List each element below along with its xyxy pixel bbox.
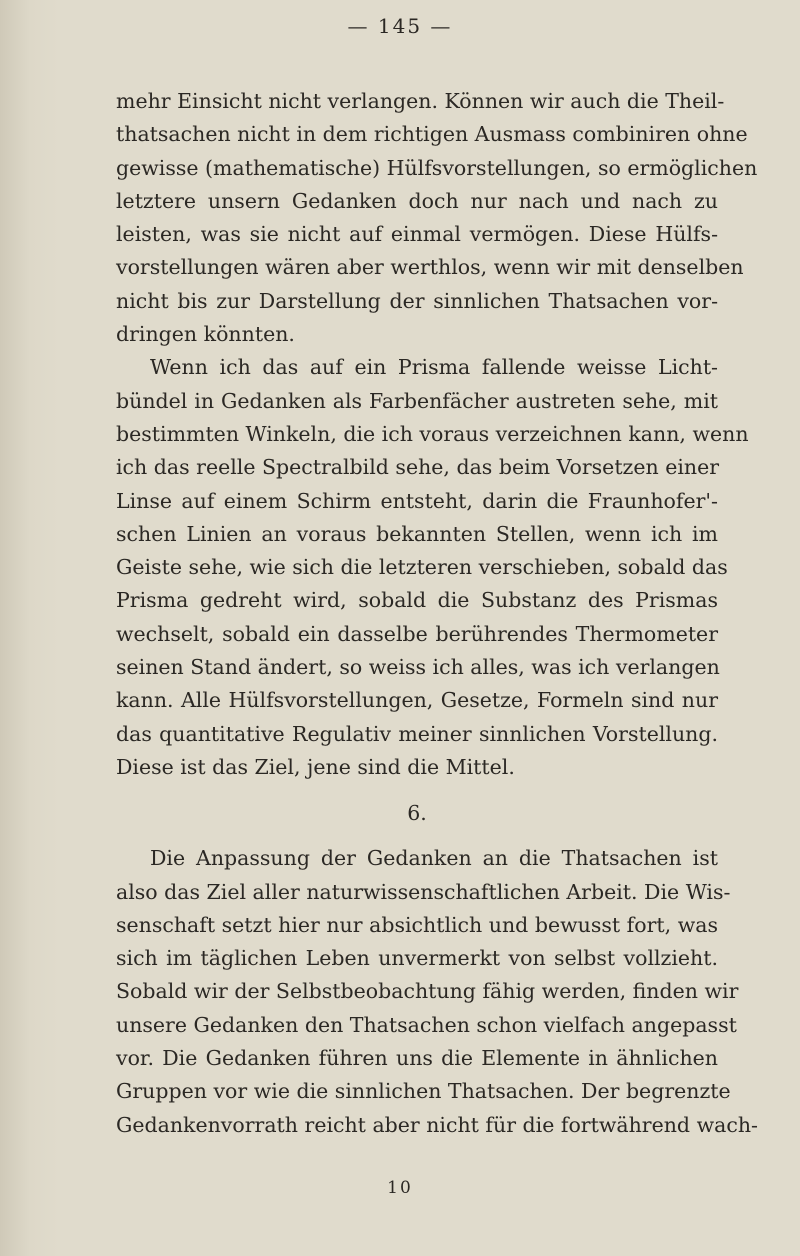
text-line: Linse auf einem Schirm entsteht, darin die Fraunhofer'- [116,488,718,513]
paragraph [116,85,758,351]
text-line: ich das reelle Spectralbild sehe, das beim Vorsetzen einer [116,455,720,480]
body-text [116,85,758,1142]
page-number: — 145 — [347,14,453,38]
text-line: schen Linien an voraus bekannten Stellen, wenn ich im [116,521,718,546]
text-section-before [116,85,758,784]
text-line: gewisse (mathematische) Hülfsvorstellungen, so ermöglichen [116,155,758,180]
text-line: bestimmten Winkeln, die ich voraus verzeichnen kann, wenn [116,421,749,446]
text-line: Diese ist das Ziel, jene sind die Mittel. [116,754,515,779]
text-line: unsere Gedanken den Thatsachen schon vielfach angepasst [116,1012,737,1037]
text-line: Prisma gedreht wird, sobald die Substanz des Prismas [116,588,718,613]
text-line: seinen Stand ändert, so weiss ich alles, was ich verlangen [116,655,720,680]
signature-mark: 10 [387,1178,413,1198]
text-line: thatsachen nicht in dem richtigen Ausmass combiniren ohne [116,122,748,147]
text-line: kann. Alle Hülfsvorstellungen, Gesetze, Formeln sind nur [116,688,718,713]
text-line: mehr Einsicht nicht verlangen. Können wir auch die Theil- [116,89,725,113]
text-line: Die Anpassung der Gedanken an die Thatsachen ist [150,846,718,871]
text-line: bündel in Gedanken als Farbenfächer austreten sehe, mit [116,388,718,413]
section-number: 6. [407,801,427,826]
text-line: das quantitative Regulativ meiner sinnlichen Vorstellung. [116,721,718,746]
text-line: Gruppen vor wie die sinnlichen Thatsachen. Der begrenzte [116,1079,731,1104]
text-line: also das Ziel aller naturwissenschaftlichen Arbeit. Die Wis- [116,879,731,904]
paragraph [116,842,758,1142]
text-line: dringen könnten. [116,322,295,347]
text-section-after [116,842,758,1142]
text-line: wechselt, sobald ein dasselbe berührendes Thermometer [116,621,718,646]
text-line: leisten, was sie nicht auf einmal vermögen. Diese Hülfs- [116,222,718,247]
text-line: letztere unsern Gedanken doch nur nach und nach zu [116,188,718,213]
text-line: nicht bis zur Darstellung der sinnlichen Thatsachen vor- [116,288,718,313]
text-line: senschaft setzt hier nur absichtlich und bewusst fort, was [116,912,718,937]
text-line: sich im täglichen Leben unvermerkt von selbst vollzieht. [116,946,718,971]
text-line: Geiste sehe, wie sich die letzteren verschieben, sobald das [116,555,728,580]
text-line: vorstellungen wären aber werthlos, wenn wir mit denselben [116,255,744,280]
text-line: Gedankenvorrath reicht aber nicht für die fortwährend wach- [116,1112,758,1137]
text-line: Wenn ich das auf ein Prisma fallende weisse Licht- [150,355,718,380]
text-line: Sobald wir der Selbstbeobachtung fähig werden, finden wir [116,979,739,1004]
text-line: vor. Die Gedanken führen uns die Elemente in ähnlichen [116,1046,718,1071]
paragraph [116,351,749,784]
